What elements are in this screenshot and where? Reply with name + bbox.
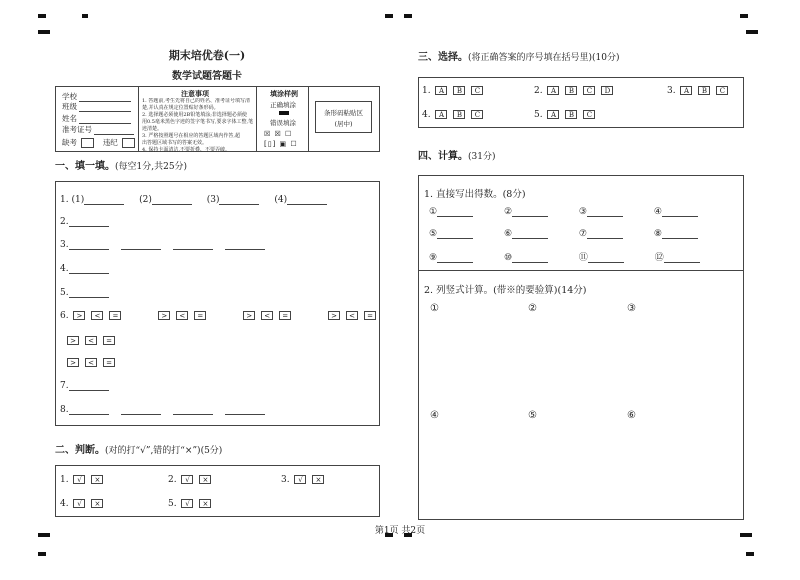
answer-blank[interactable]: [512, 253, 548, 263]
absent-violation-row: 缺考 违纪: [62, 137, 135, 148]
answer-blank[interactable]: [152, 195, 192, 205]
notice-text: 1. 答题前,考生先将自己的姓名、准考证号填写清 楚,并认真在规定位置贴好条形码。 2. 选择题必须使用2B铅笔填涂;非选择题必须使 用0.5毫米黑色字迹的签字笔书写,要求字体工整,笔迹清楚。 3. 严格按照题号在相应的答题区域内作答,超 出答题区域书写的答案无效。 4. 保持卡面清洁,不要折叠、不要弄破。: [142, 98, 254, 153]
answer-blank[interactable]: [225, 240, 265, 250]
judge-item-5: 5. √ ×: [168, 499, 217, 509]
answer-blank[interactable]: [69, 288, 109, 298]
choice-option[interactable]: C: [471, 110, 483, 119]
divider: [138, 87, 139, 151]
cross-option[interactable]: ×: [199, 475, 211, 484]
answer-blank[interactable]: [121, 240, 161, 250]
q6-row: 6. > < = > < = > < = > < =: [60, 311, 400, 321]
compare-equal[interactable]: =: [109, 311, 121, 320]
answer-blank[interactable]: [69, 381, 109, 391]
answer-blank[interactable]: [587, 207, 623, 217]
check-option[interactable]: √: [73, 475, 85, 484]
compare-greater[interactable]: >: [243, 311, 255, 320]
page-footer: 第1页 共2页: [374, 526, 426, 536]
answer-blank[interactable]: [173, 240, 213, 250]
cross-option[interactable]: ×: [312, 475, 324, 484]
choice-option[interactable]: A: [680, 86, 692, 95]
choice-option[interactable]: B: [453, 110, 465, 119]
compare-greater[interactable]: >: [67, 336, 79, 345]
name-field: 姓名: [62, 113, 131, 124]
check-option[interactable]: √: [181, 499, 193, 508]
choice-option[interactable]: D: [601, 86, 613, 95]
answer-blank[interactable]: [437, 229, 473, 239]
answer-blank[interactable]: [437, 207, 473, 217]
barcode-area: 条形码粘贴区 (居中): [315, 101, 372, 133]
choice-item-1: 1. A B C: [422, 86, 489, 96]
compare-greater[interactable]: >: [328, 311, 340, 320]
judge-item-3: 3. √ ×: [281, 475, 330, 485]
choice-option[interactable]: C: [716, 86, 728, 95]
class-field: 班级: [62, 101, 131, 112]
choice-item-4: 4. A B C: [422, 110, 489, 120]
compare-less[interactable]: <: [346, 311, 358, 320]
answer-blank[interactable]: [173, 405, 213, 415]
answer-blank[interactable]: [588, 253, 624, 263]
fill-sample-title: 填涂样例: [270, 89, 298, 98]
section1-title: 一、填一填。(每空1分,共25分): [55, 161, 188, 172]
choice-item-2: 2. A B C D: [534, 86, 619, 96]
section3-title: 三、选择。(将正确答案的序号填在括号里)(10分): [418, 52, 620, 63]
section4-part2-title: 2. 列竖式计算。(带※的要验算)(14分): [424, 285, 587, 296]
vertical-calc-5-label: ⑤: [528, 410, 537, 421]
q4-row: 4.: [60, 264, 109, 274]
judge-item-2: 2. √ ×: [168, 475, 217, 485]
compare-equal[interactable]: =: [279, 311, 291, 320]
choice-option[interactable]: C: [583, 110, 595, 119]
answer-blank[interactable]: [69, 240, 109, 250]
vertical-calc-3-label: ③: [627, 303, 636, 314]
school-field: 学校: [62, 91, 131, 102]
compare-less[interactable]: <: [261, 311, 273, 320]
compare-greater[interactable]: >: [67, 358, 79, 367]
cross-option[interactable]: ×: [199, 499, 211, 508]
section4-part1-title: 1. 直接写出得数。(8分): [424, 189, 526, 200]
wrong-fill-samples: ☒ ☒ ☐: [264, 130, 293, 138]
compare-less[interactable]: <: [85, 358, 97, 367]
section4-divider: [418, 270, 744, 271]
vertical-calc-1-label: ①: [430, 303, 439, 314]
answer-blank[interactable]: [219, 195, 259, 205]
page-subtitle: 数学试题答题卡: [172, 71, 242, 82]
judge-item-4: 4. √ ×: [60, 499, 109, 509]
choice-option[interactable]: B: [453, 86, 465, 95]
section4-title: 四、计算。(31分): [418, 151, 496, 162]
registration-mark: [82, 14, 88, 18]
answer-blank[interactable]: [512, 229, 548, 239]
vertical-calc-4-label: ④: [430, 410, 439, 421]
check-option[interactable]: √: [294, 475, 306, 484]
compare-less[interactable]: <: [91, 311, 103, 320]
choice-option[interactable]: B: [565, 86, 577, 95]
section2-title: 二、判断。(对的打“√”,错的打“×”)(5分): [55, 445, 223, 456]
judge-item-1: 1. √ ×: [60, 475, 109, 485]
answer-blank[interactable]: [84, 195, 124, 205]
q5-row: 5.: [60, 288, 109, 298]
compare-equal[interactable]: =: [103, 336, 115, 345]
cross-option[interactable]: ×: [91, 499, 103, 508]
section2-answer-box: [55, 465, 380, 517]
choice-item-3: 3. A B C: [667, 86, 734, 96]
registration-mark: [746, 552, 754, 556]
divider: [256, 87, 257, 151]
registration-mark: [38, 30, 50, 34]
answer-blank[interactable]: [587, 229, 623, 239]
wrong-fill-samples: [▯] ▣ ☐: [264, 140, 298, 148]
registration-mark: [404, 14, 412, 18]
choice-option[interactable]: A: [547, 110, 559, 119]
choice-option[interactable]: A: [547, 86, 559, 95]
answer-blank[interactable]: [69, 405, 109, 415]
q7-row: 7.: [60, 381, 109, 391]
correct-fill-label: 正确填涂: [270, 101, 296, 109]
registration-mark: [38, 14, 46, 18]
compare-equal[interactable]: =: [364, 311, 376, 320]
registration-mark: [746, 30, 758, 34]
q1-row: 1. (1) (2) (3) (4): [60, 195, 327, 205]
answer-blank[interactable]: [662, 207, 698, 217]
absent-checkbox[interactable]: [81, 138, 94, 148]
page-title: 期末培优卷(一): [168, 49, 246, 62]
answer-blank[interactable]: [512, 207, 548, 217]
exam-number-field: 准考证号: [62, 124, 134, 135]
choice-option[interactable]: A: [435, 86, 447, 95]
check-option[interactable]: √: [73, 499, 85, 508]
answer-blank[interactable]: [664, 253, 700, 263]
compare-equal[interactable]: =: [103, 358, 115, 367]
choice-item-5: 5. A B C: [534, 110, 601, 120]
registration-mark: [38, 552, 46, 556]
choice-option[interactable]: B: [565, 110, 577, 119]
registration-mark: [385, 14, 393, 18]
registration-mark: [740, 533, 752, 537]
vertical-calc-2-label: ②: [528, 303, 537, 314]
direct-answer-row-3: ⑨ ⑩ ⑪ ⑫: [429, 250, 700, 263]
q6-row-2: [67, 336, 121, 346]
answer-blank[interactable]: [287, 195, 327, 205]
answer-blank[interactable]: [225, 405, 265, 415]
section3-answer-box: [418, 77, 744, 128]
choice-option[interactable]: A: [435, 110, 447, 119]
compare-less[interactable]: <: [176, 311, 188, 320]
registration-mark: [740, 14, 748, 18]
answer-blank[interactable]: [437, 253, 473, 263]
compare-greater[interactable]: >: [158, 311, 170, 320]
answer-blank[interactable]: [69, 264, 109, 274]
registration-mark: [38, 533, 50, 537]
compare-greater[interactable]: >: [73, 311, 85, 320]
choice-option[interactable]: B: [698, 86, 710, 95]
compare-equal[interactable]: =: [194, 311, 206, 320]
q3-row: 3.: [60, 240, 265, 250]
direct-answer-row-1: ① ② ③ ④: [429, 207, 698, 217]
answer-blank[interactable]: [121, 405, 161, 415]
violation-checkbox[interactable]: [122, 138, 135, 148]
section4-answer-box: [418, 175, 744, 520]
q8-row: 8.: [60, 405, 265, 415]
answer-blank[interactable]: [662, 229, 698, 239]
q6-row-3: [67, 358, 121, 368]
correct-fill-sample: [279, 111, 289, 115]
choice-option[interactable]: C: [583, 86, 595, 95]
divider: [308, 87, 309, 151]
q2-row: 2.: [60, 217, 109, 227]
wrong-fill-label: 错误填涂: [270, 119, 296, 127]
answer-blank[interactable]: [69, 217, 109, 227]
notice-title: 注意事项: [181, 89, 209, 98]
cross-option[interactable]: ×: [91, 475, 103, 484]
header-info-box: [55, 86, 380, 152]
choice-option[interactable]: C: [471, 86, 483, 95]
vertical-calc-6-label: ⑥: [627, 410, 636, 421]
check-option[interactable]: √: [181, 475, 193, 484]
direct-answer-row-2: ⑤ ⑥ ⑦ ⑧: [429, 229, 698, 239]
compare-less[interactable]: <: [85, 336, 97, 345]
